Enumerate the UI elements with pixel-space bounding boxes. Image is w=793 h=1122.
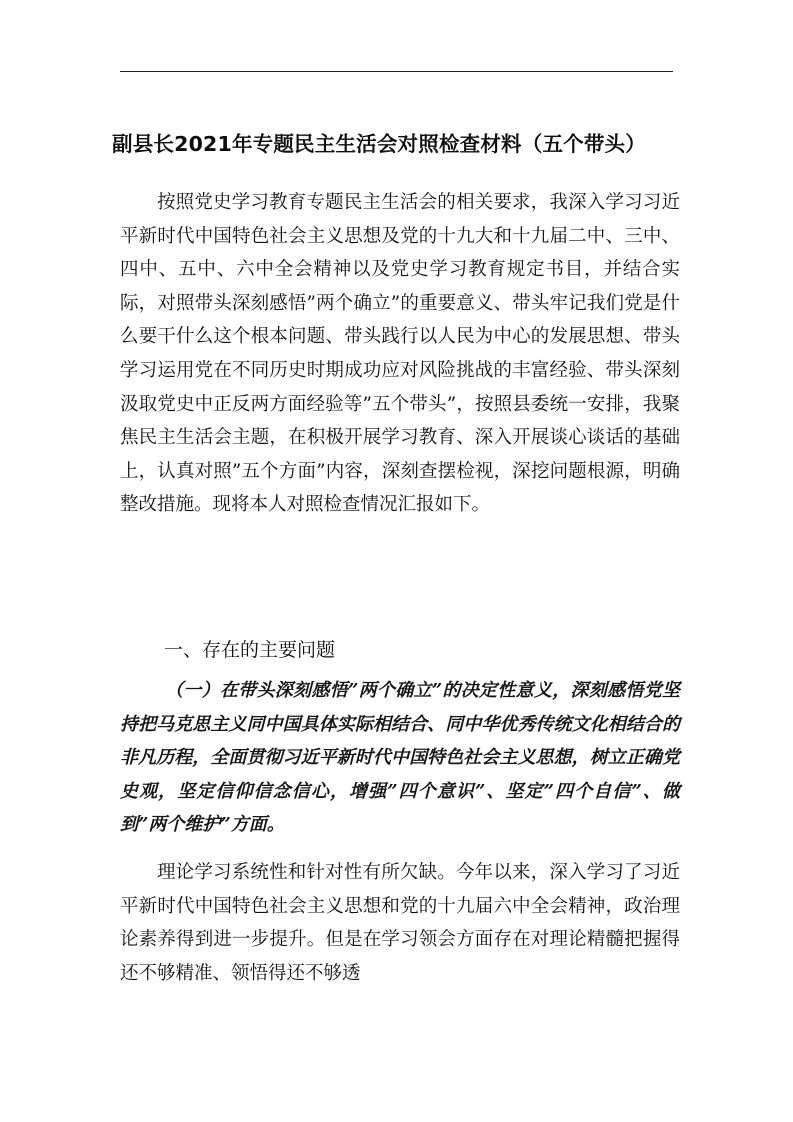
document-title: 副县长2021年专题民主生活会对照检查材料（五个带头）: [112, 132, 646, 156]
body-paragraph: 理论学习系统性和针对性有所欠缺。今年以来，深入学习了习近平新时代中国特色社会主义思想和党的十九届六中全会精神，政治理论素养得到进一步提升。但是在学习领会方面存在对理论精髓把握得还不够精准、领悟得还不够透: [120, 862, 680, 984]
header-rule: [120, 71, 673, 72]
subsection-heading: （一）在带头深刻感悟”两个确立”的决定性意义，深刻感悟党坚持把马克思主义同中国具体实际相结合、同中华优秀传统文化相结合的非凡历程，全面贯彻习近平新时代中国特色社会主义思想，树立正确党史观，坚定信仰信念信心，增强”四个意识”、坚定”四个自信”、做到”两个维护”方面。: [120, 680, 680, 836]
section-heading: 一、存在的主要问题: [164, 639, 336, 661]
intro-paragraph: 按照党史学习教育专题民主生活会的相关要求，我深入学习习近平新时代中国特色社会主义思想及党的十九大和十九届二中、三中、四中、五中、六中全会精神以及党史学习教育规定书目，并结合实际，对照带头深刻感悟”两个确立”的重要意义、带头牢记我们党是什么要干什么这个根本问题、带头践行以人民为中心的发展思想、带头学习运用党在不同历史时期成功应对风险挑战的丰富经验、带头深刻汲取党史中正反两方面经验等”五个带头”，按照县委统一安排，我聚焦民主生活会主题，在积极开展学习教育、深入开展谈心谈话的基础上，认真对照”五个方面”内容，深刻查摆检视，深挖问题根源，明确整改措施。现将本人对照检查情况汇报如下。: [120, 192, 680, 516]
